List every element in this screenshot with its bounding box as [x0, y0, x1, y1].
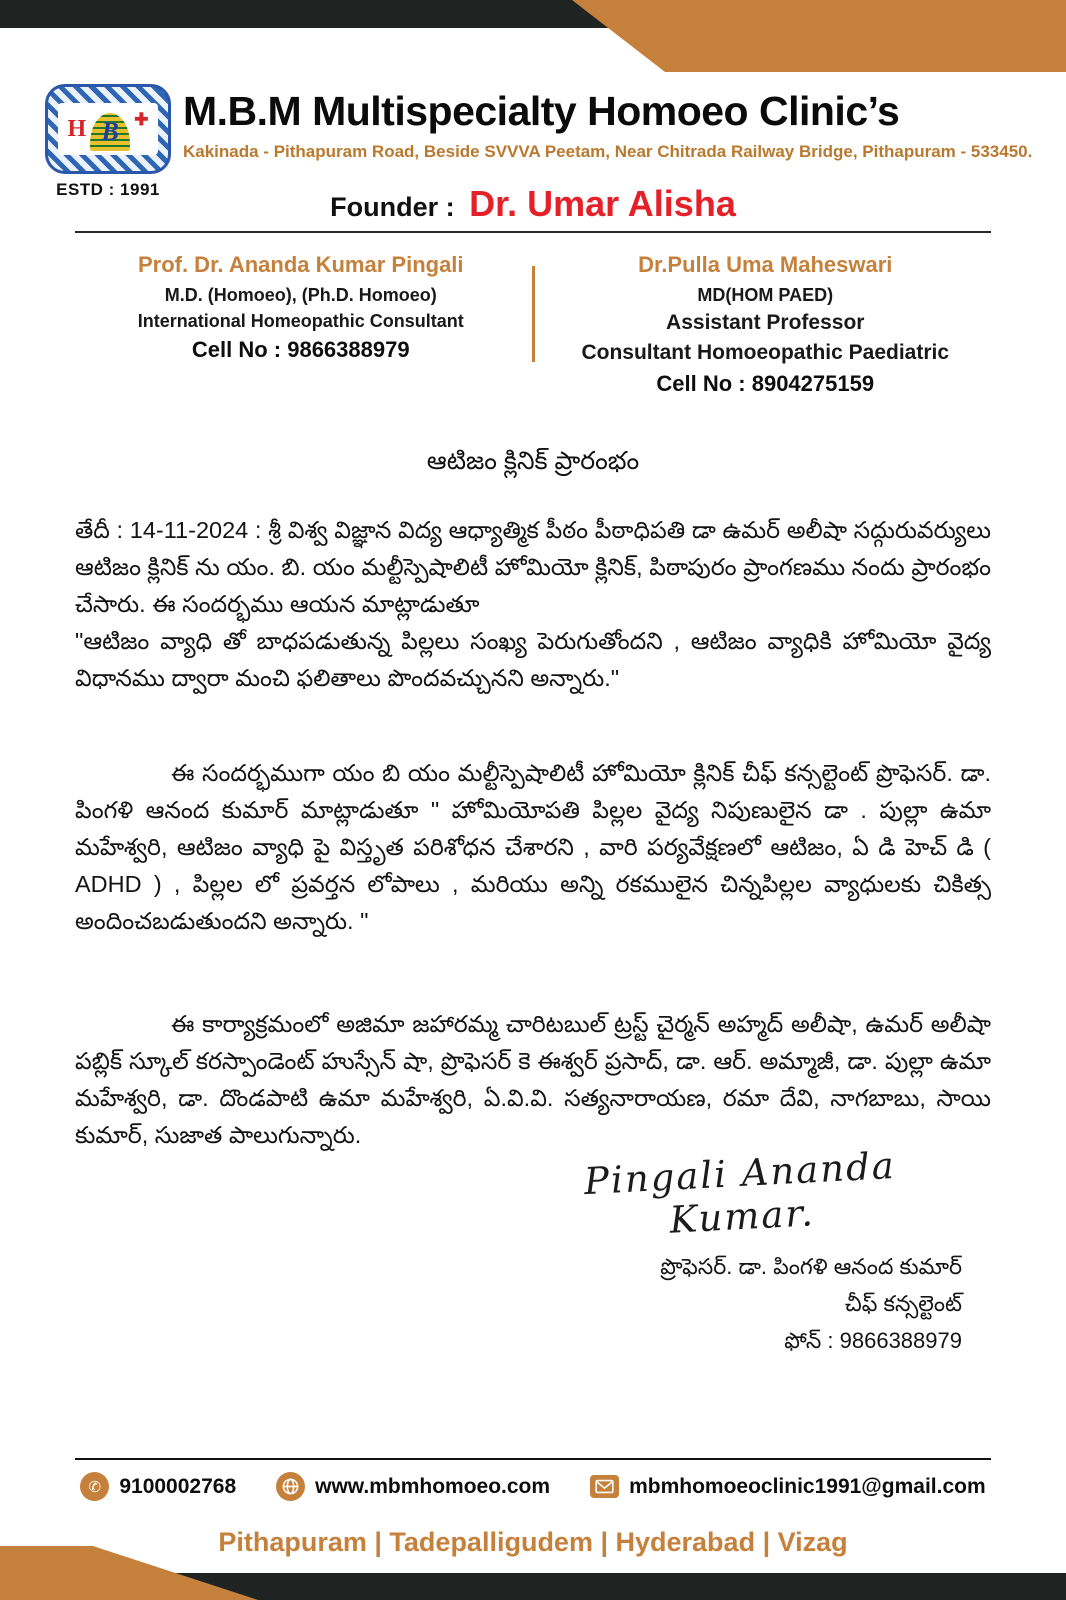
logo-letter-b: B [101, 117, 119, 146]
doctor-left-cell: Cell No : 9866388979 [191, 337, 410, 362]
logo-inner [58, 103, 158, 155]
clinic-title: M.B.M Multispecialty Homoeo Clinic’s [183, 88, 900, 134]
doctor-right-profile [535, 252, 997, 397]
founder-label: Founder : [330, 192, 455, 222]
doctor-right-cell: Cell No : 8904275159 [656, 371, 875, 396]
signature-phone: ఫోన్ : 9866388979 [784, 1328, 962, 1353]
doctor-right-role2: Consultant Homoeopathic Paediatric [581, 341, 950, 364]
doctor-left-profile [70, 252, 532, 397]
doctor-left-name: Prof. Dr. Ananda Kumar Pingali [137, 252, 464, 277]
email-icon [590, 1475, 619, 1498]
contact-website-url[interactable]: www.mbmhomoeo.com [315, 1474, 551, 1498]
paragraph-3: ఈ కార్యాక్రమంలో అజిమా జహారమ్మ చారిటబుల్ ట్రస్ట్ చైర్మన్ అహ్మద్ అలీషా, ఉమర్ అలీషా పబ్లిక్ స్కూల్ కరస్పాండెంట్ హుస్సేన్ షా, ప్రొఫెసర్ కె ఈశ్వర్ ప్రసాద్, డా. ఆర్. అమ్మాజీ, డా. పుల్లా ఉమా మహేశ్వరి, డా. దొండపాటి ఉమా మహేశ్వరి, ఏ.వి.వి. సత్యనారాయణ, రమా దేవి, నాగబాబు, సాయి కుమార్, సుజాత పాలుగున్నారు. [75, 1011, 991, 1148]
contact-phone[interactable] [80, 1472, 236, 1501]
signature-name: ప్రొఫెసర్. డా. పింగళి ఆనంద కుమార్ [660, 1254, 962, 1279]
handwritten-signature: Pingali Ananda Kumar. [582, 1143, 897, 1242]
contact-phone-number[interactable]: 9100002768 [119, 1474, 237, 1498]
clinic-address: Kakinada - Pithapuram Road, Beside SVVVA Peetam, Near Chitrada Railway Bridge, Pithapuram - 533450. [183, 142, 1033, 162]
founder-name: Dr. Umar Alisha [469, 183, 736, 224]
logo-striped-box [45, 84, 171, 174]
doctors-row [70, 252, 996, 397]
signature-role: చీఫ్ కన్సల్టెంట్ [844, 1291, 962, 1316]
body-heading: ఆటిజం క్లినిక్ ప్రారంభం [426, 447, 640, 475]
logo-letter-h: H [67, 115, 87, 142]
doctor-right-role1: Assistant Professor [666, 311, 865, 334]
medical-cross-icon: ✚ [134, 110, 149, 129]
phone-icon: ✆ [80, 1472, 109, 1501]
paragraph-2: ఈ సందర్భముగా యం బి యం మల్టీస్పెషాలిటీ హోమియో క్లినిక్ చీఫ్ కన్సల్టెంట్ ప్రొఫెసర్. డా. పింగళి ఆనంద కుమార్ మాట్లాడుతూ " హోమియోపతి పిల్లల వైద్య నిపుణులైన డా . పుల్లా ఉమా మహేశ్వరి, ఆటిజం వ్యాధి పై విస్తృత పరిశోధన చేశారని , వారి పర్యవేక్షణలో ఆటిజం, ఏ డి హెచ్ డి ( ADHD ) , పిల్లల లో ప్రవర్తన లోపాలు , మరియు అన్ని రకములైన చిన్నపిల్లల వ్యాధులకు చికిత్స అందించబడుతుందని అన్నారు. " [75, 760, 991, 934]
header-divider-line [75, 231, 991, 233]
contact-website[interactable] [276, 1472, 550, 1501]
top-dark-bar [0, 0, 612, 28]
paragraph-1-intro: తేదీ : 14-11-2024 : శ్రీ విశ్వ విజ్ఞాన విద్య ఆధ్యాత్మిక పీఠం పీఠాధిపతి డా ఉమర్ అలీషా సద్గురువర్యులు ఆటిజం క్లినిక్ ను యం. బి. యం మల్టీస్పెషాలిటీ హోమియో క్లినిక్, పిఠాపురం ప్రాంగణము నందు ప్రారంభం చేసారు. ఈ సందర్భము ఆయన మాట్లాడుతూ [75, 517, 991, 617]
contact-email[interactable] [590, 1475, 986, 1499]
contact-email-address[interactable]: mbmhomoeoclinic1991@gmail.com [629, 1474, 986, 1498]
top-orange-shape [565, 0, 1066, 72]
founder-line [0, 183, 1066, 225]
doctor-right-qualification: MD(HOM PAED) [697, 285, 834, 305]
body-text [75, 512, 991, 1154]
contact-row [0, 1472, 1066, 1501]
globe-icon [276, 1472, 305, 1501]
doctor-right-name: Dr.Pulla Uma Maheswari [638, 252, 893, 277]
branch-cities: Pithapuram | Tadepalligudem | Hyderabad | Vizag [218, 1527, 848, 1557]
doctor-left-role: International Homeopathic Consultant [137, 311, 464, 331]
signature-block [520, 1143, 962, 1359]
doctor-left-qualification: M.D. (Homoeo), (Ph.D. Homoeo) [164, 285, 437, 305]
logo-estd-text: ESTD : 1991 [56, 180, 160, 199]
footer-divider-line [75, 1458, 991, 1460]
header [183, 88, 1033, 162]
paragraph-1-quote: "ఆటిజం వ్యాధి తో బాధపడుతున్న పిల్లలు సంఖ్య పెరుగుతోందని , ఆటిజం వ్యాధికి హోమియో వైద్య విధానము ద్వారా మంచి ఫలితాలు పొందవచ్చునని అన్నారు." [75, 628, 991, 691]
logo-dome-shape [90, 113, 130, 151]
